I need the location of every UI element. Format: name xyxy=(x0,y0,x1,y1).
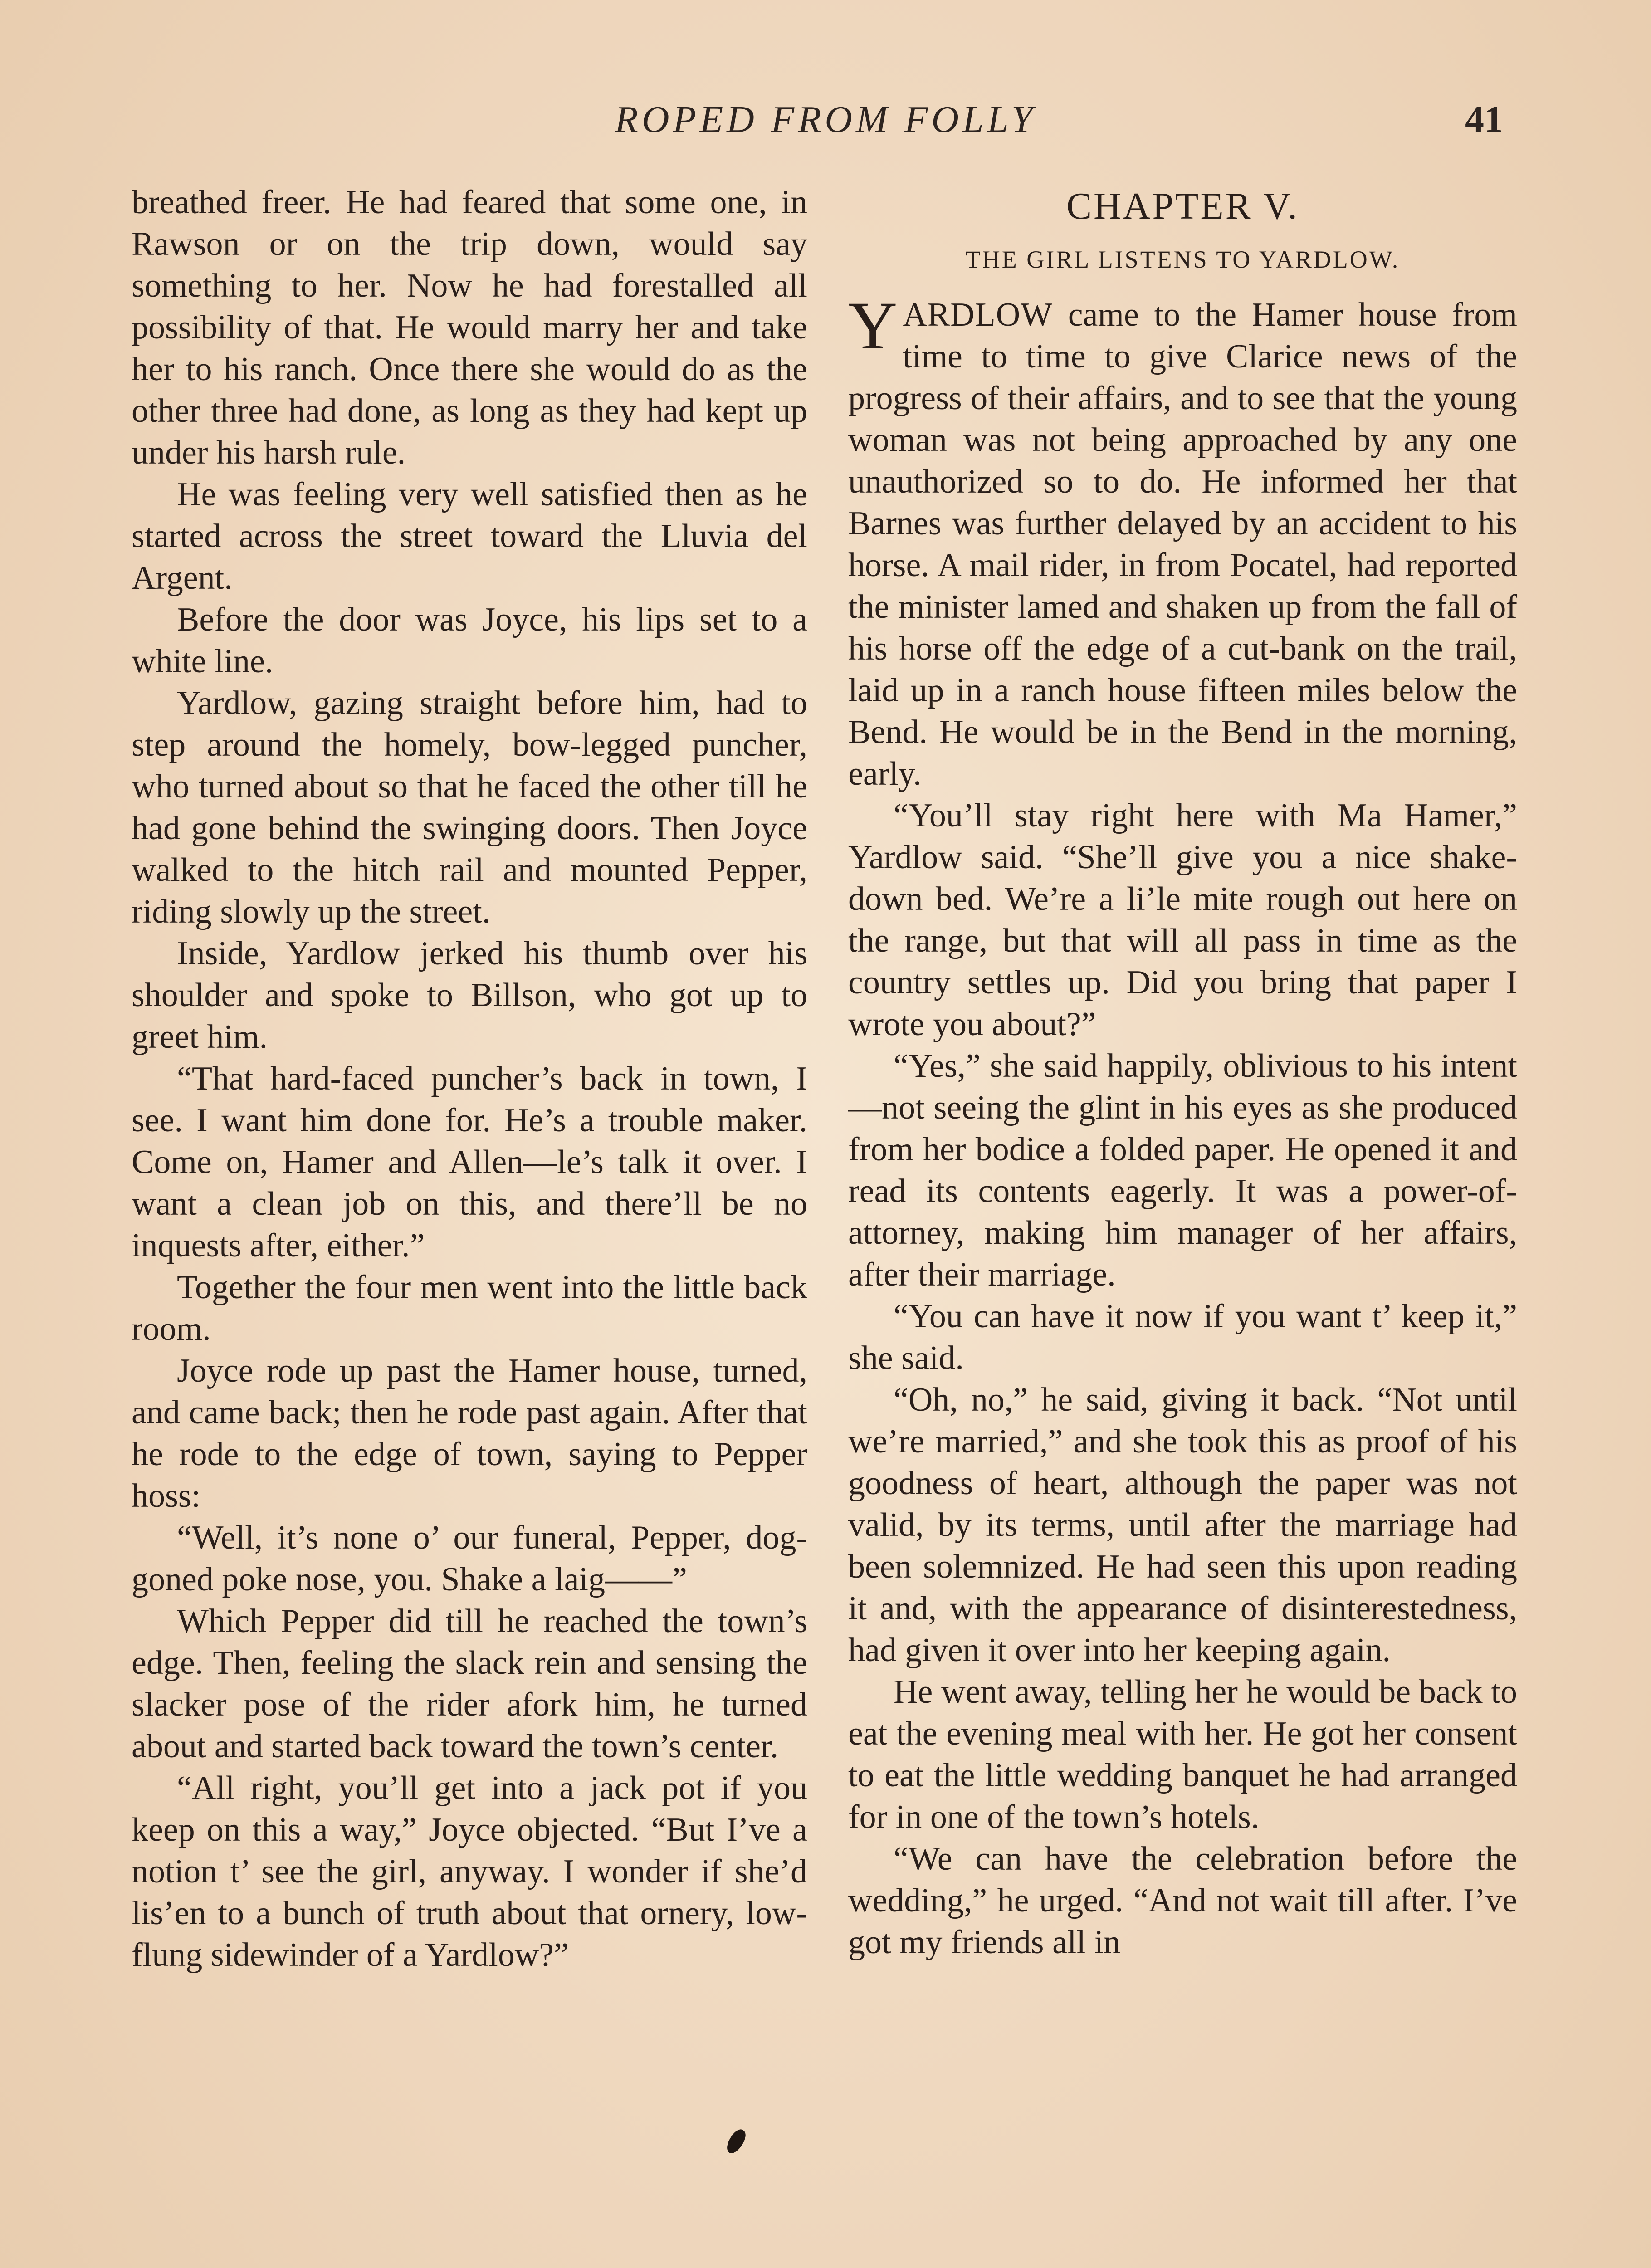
running-title: ROPED FROM FOLLY xyxy=(615,98,1036,141)
paragraph: “We can have the celebration before the wedding,” he urged. “And not wait till after. I’ve got my friends all in xyxy=(848,1840,1517,1961)
drop-word: ARDLOW xyxy=(903,296,1053,333)
paragraph: breathed freer. He had feared that some one, in Rawson or on the trip down, would say something to her. Now he had forestalled all possibility of that. He would marry her and take her to his ranch. Once there she would do as the other three had done, as long as they had kept up under his harsh rule. xyxy=(132,184,807,471)
ink-blot xyxy=(723,2127,749,2156)
paragraph: Which Pepper did till he reached the town’s edge. Then, feeling the slack rein and sensing the slacker pose of the rider afork him, he turned about and started back toward the town’s center. xyxy=(132,1603,807,1765)
paragraph: “All right, you’ll get into a jack pot if you keep on this a way,” Joyce objected. “But I’ve a notion t’ see the girl, anyway. I wonder if she’d lis’en to a bunch of truth about that ornery, low-flung sidewinder of a Yardlow?” xyxy=(132,1769,807,1974)
paragraph: Joyce rode up past the Hamer house, turned, and came back; then he rode past again. After that he rode to the edge of town, saying to Pepper hoss: xyxy=(132,1352,807,1515)
left-column xyxy=(132,181,807,1976)
paragraph: Yardlow, gazing straight before him, had to step around the homely, bow-legged puncher, who turned about so that he faced the other till he had gone behind the swinging doors. Then Joyce walked to the hitch rail and mounted Pepper, riding slowly up the street. xyxy=(132,684,807,930)
paragraph: He went away, telling her he would be back to eat the evening meal with her. He got her consent to eat the little wedding banquet he had arranged for in one of the town’s hotels. xyxy=(848,1673,1517,1836)
paragraph: “You’ll stay right here with Ma Hamer,” Yardlow said. “She’ll give you a nice shake-down bed. We’re a li’le mite rough out here on the range, but that will all pass in time as the country settles up. Did you bring that paper I wrote you about?” xyxy=(848,797,1517,1043)
paragraph: He was feeling very well satisfied then as he started across the street toward the Lluvia del Argent. xyxy=(132,476,807,596)
paragraph: Inside, Yardlow jerked his thumb over his shoulder and spoke to Billson, who got up to greet him. xyxy=(132,935,807,1056)
right-column xyxy=(848,181,1517,1963)
chapter-subtitle: THE GIRL LISTENS TO YARDLOW. xyxy=(965,246,1400,273)
chapter-title: CHAPTER V. xyxy=(1066,185,1299,227)
paragraph: “That hard-faced puncher’s back in town, I see. I want him done for. He’s a trouble maker. Come on, Hamer and Allen—le’s talk it over. I want a clean job on this, and there’ll be no inquests after, either.” xyxy=(132,1060,807,1264)
paragraph: “Oh, no,” he said, giving it back. “Not until we’re married,” and she took this as proof of his goodness of heart, although the paper was not valid, by its terms, until after the marriage had been solemnized. He had seen this upon reading it and, with the appearance of disinterestedness, had given it over into her keeping again. xyxy=(848,1381,1517,1669)
paragraph: Together the four men went into the little back room. xyxy=(132,1269,807,1348)
chapter-opening-paragraph xyxy=(848,288,1517,795)
paragraph: “Well, it’s none o’ our funeral, Pepper, dog-goned poke nose, you. Shake a laig——” xyxy=(132,1519,807,1598)
page-number: 41 xyxy=(1465,98,1503,141)
paragraph: “Yes,” she said happily, oblivious to his intent—not seeing the glint in his eyes as she produced from her bodice a folded paper. He opened it and read its contents eagerly. It was a power-of-attorney, making him manager of her affairs, after their marriage. xyxy=(848,1047,1517,1293)
drop-cap: Y xyxy=(848,288,898,363)
paragraph: Before the door was Joyce, his lips set to a white line. xyxy=(132,601,807,680)
paragraph: “You can have it now if you want t’ keep it,” she said. xyxy=(848,1298,1517,1377)
opening-text: came to the Hamer house from time to time to give Clarice news of the progress of their affairs, and to see that the young woman was not being approached by any one unauthorized so to do. He informed her that Barnes was further delayed by an accident to his horse. A mail rider, in from Pocatel, had reported the minister lamed and shaken up from the fall of his horse off the edge of a cut-bank on the trail, laid up in a ranch house fifteen miles below the Bend. He would be in the Bend in the morning, early. xyxy=(848,296,1517,792)
